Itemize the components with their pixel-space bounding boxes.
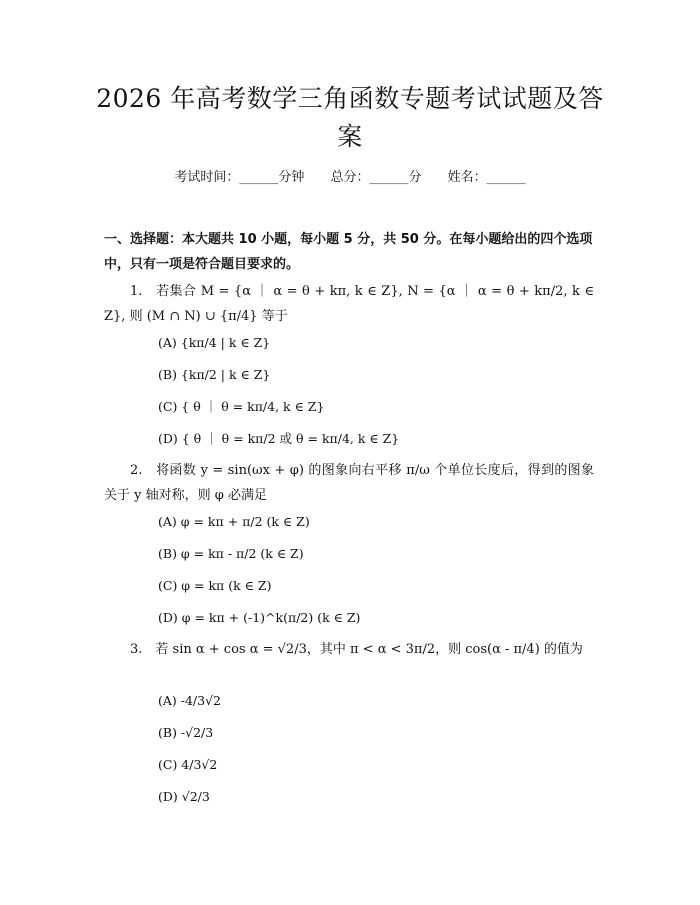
section-heading: 一、选择题：本大题共 10 小题，每小题 5 分，共 50 分。在每小题给出的四个选项中，只有一项是符合题目要求的。 xyxy=(104,232,593,272)
question-3-option-d: (D) √2/3 xyxy=(158,789,210,804)
question-2-stem: 2. 将函数 y = sin(ωx + φ) 的图象向右平移 π/ω 个单位长度后，得到的图象关于 y 轴对称，则 φ 必满足 xyxy=(104,463,594,503)
exam-time-field: 考试时间：______分钟 xyxy=(174,170,305,185)
question-1-option-d: (D) { θ ｜ θ = kπ/2 或 θ = kπ/4, k ∈ Z} xyxy=(158,431,400,446)
question-3-option-c: (C) 4/3√2 xyxy=(158,757,218,772)
question-1-option-c: (C) { θ ｜ θ = kπ/4, k ∈ Z} xyxy=(158,399,325,414)
name-field: 姓名：______ xyxy=(447,170,526,185)
question-2-option-d: (D) φ = kπ + (-1)^k(π/2) (k ∈ Z) xyxy=(158,610,361,625)
document-title: 2026 年高考数学三角函数专题考试试题及答案 xyxy=(96,84,604,151)
question-2-option-c: (C) φ = kπ (k ∈ Z) xyxy=(158,578,272,593)
question-2-option-a: (A) φ = kπ + π/2 (k ∈ Z) xyxy=(158,514,310,529)
total-score-field: 总分：______分 xyxy=(330,170,422,185)
question-1-option-b: (B) {kπ/2 | k ∈ Z} xyxy=(158,367,271,382)
question-2-option-b: (B) φ = kπ - π/2 (k ∈ Z) xyxy=(158,546,304,561)
question-1-stem: 1. 若集合 M = {α ｜ α = θ + kπ, k ∈ Z}, N = {α ｜ α = θ + kπ/2, k ∈ Z}, 则 (M ∩ N) ∪ {π/4} 等于 xyxy=(104,284,594,324)
exam-info-line xyxy=(0,168,700,188)
question-1-option-a: (A) {kπ/4 | k ∈ Z} xyxy=(158,335,271,350)
question-3-option-b: (B) -√2/3 xyxy=(158,725,214,740)
question-3-option-a: (A) -4/3√2 xyxy=(158,693,222,708)
question-3-stem: 3. 若 sin α + cos α = √2/3，其中 π < α < 3π/2，则 cos(α - π/4) 的值为 xyxy=(130,642,583,657)
